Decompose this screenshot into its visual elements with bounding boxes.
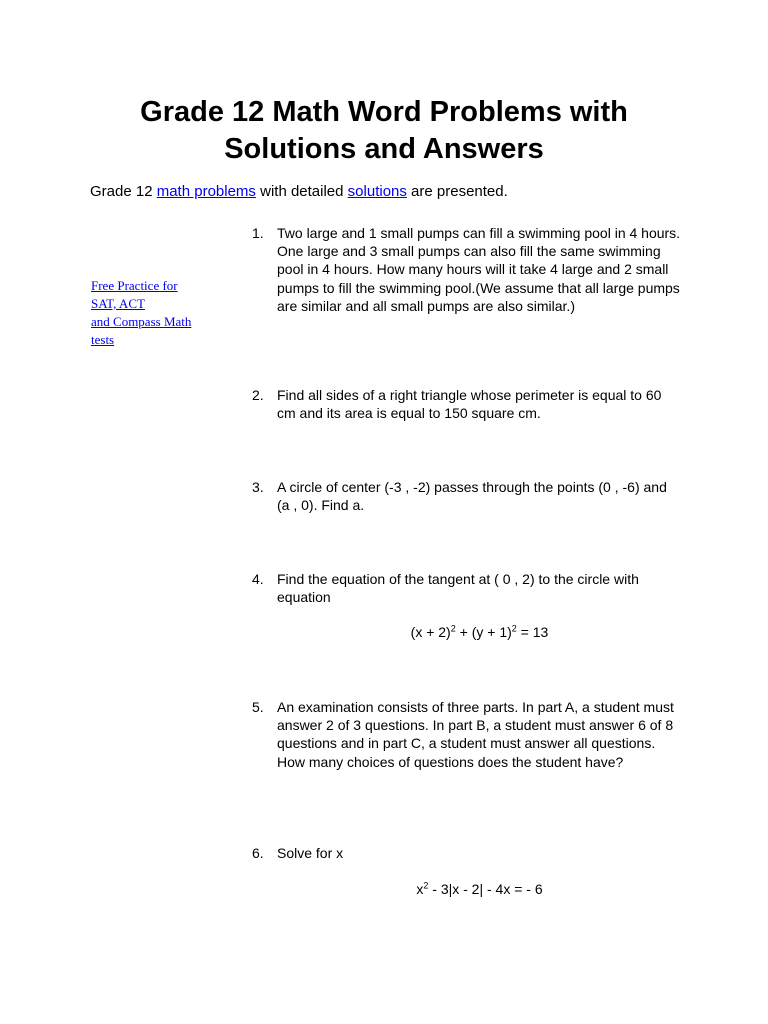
- intro-suffix: are presented.: [406, 183, 508, 200]
- free-practice-link-line-1: Free Practice for: [91, 278, 178, 293]
- problem-item: [252, 386, 682, 422]
- problem-item: [252, 698, 682, 771]
- page-title-line-2: Solutions and Answers: [224, 133, 544, 165]
- problem-text: An examination consists of three parts. In part A, a student must answer 2 of 3 questions. In part B, a student must answer 6 of 8 questions and in part C, a student must answer all questions. How many choices of questions does the student have?: [277, 699, 674, 770]
- intro-prefix: Grade 12: [90, 183, 157, 200]
- free-practice-link-line-4: tests: [91, 332, 115, 347]
- problem-item: [252, 844, 682, 898]
- problem-text: Find the equation of the tangent at ( 0 , 2) to the circle with equation: [277, 571, 639, 606]
- intro-middle: with detailed: [255, 183, 348, 200]
- problem-number: 6.: [252, 845, 264, 861]
- equation-exponent: 2: [511, 623, 517, 634]
- free-practice-link[interactable]: [91, 277, 221, 349]
- problem-number: 2.: [252, 387, 264, 403]
- problem-number: 5.: [252, 699, 264, 715]
- equation-part: x: [416, 881, 424, 898]
- problem-number: 3.: [252, 479, 264, 495]
- equation-part: - 3|x - 2| - 4x = - 6: [428, 881, 543, 898]
- equation-part: = 13: [516, 624, 549, 641]
- practice-tests-sidebar: [91, 277, 221, 349]
- equation-part: + (y + 1): [455, 624, 512, 641]
- problem-text: Find all sides of a right triangle whose perimeter is equal to 60 cm and its area is equal to 150 square cm.: [277, 387, 662, 422]
- free-practice-link-line-2: SAT, ACT: [91, 296, 145, 311]
- equation-exponent: 2: [450, 623, 456, 634]
- problem-number: 4.: [252, 571, 264, 587]
- solutions-link[interactable]: solutions: [347, 183, 407, 200]
- equation-exponent: 2: [423, 880, 429, 891]
- problem-item: [252, 224, 682, 315]
- problem-item: [252, 478, 682, 514]
- problem-item: [252, 570, 682, 641]
- problem-equation: [277, 623, 682, 641]
- intro-paragraph: [90, 182, 508, 202]
- problem-text: Solve for x: [277, 845, 344, 861]
- page-title-line-1: Grade 12 Math Word Problems with: [140, 96, 628, 128]
- equation-part: (x + 2): [410, 624, 451, 641]
- problem-equation: [277, 880, 682, 898]
- problem-number: 1.: [252, 225, 264, 241]
- page-title: [60, 94, 708, 168]
- math-problems-link[interactable]: math problems: [156, 183, 256, 200]
- problem-text: A circle of center (-3 , -2) passes through the points (0 , -6) and (a , 0). Find a.: [277, 479, 667, 514]
- free-practice-link-line-3: and Compass Math: [91, 314, 192, 329]
- problem-text: Two large and 1 small pumps can fill a swimming pool in 4 hours. One large and 3 small pumps can also fill the same swimming pool in 4 hours. How many hours will it take 4 large and 2 small pumps to fill the swimming pool.(We assume that all large pumps are similar and all small pumps are also similar.): [277, 225, 681, 314]
